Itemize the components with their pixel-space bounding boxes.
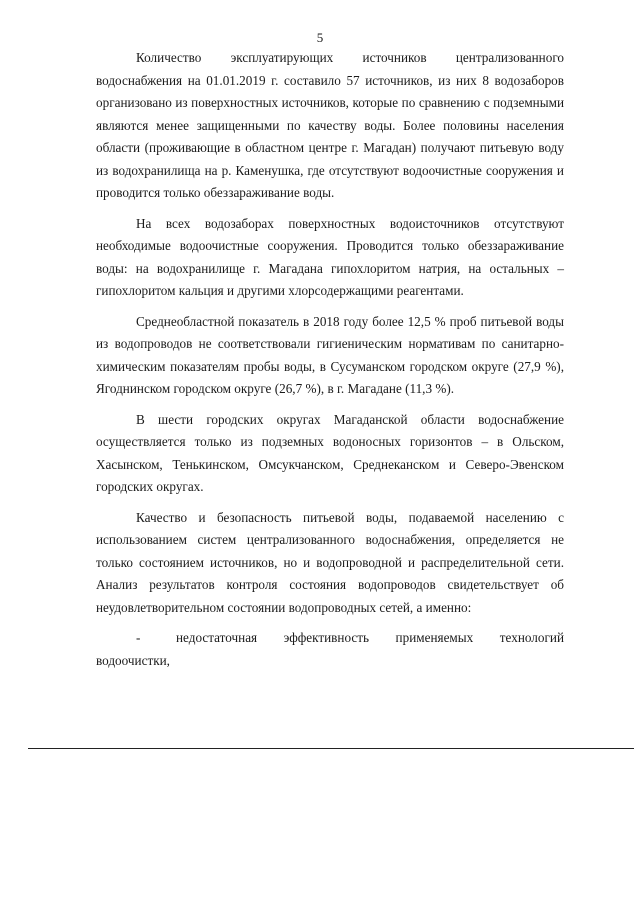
paragraph-regional-indicator: Среднеобластной показатель в 2018 году более 12,5 % проб питьевой воды из водопроводов не соответствовали гигиеническим нормативам по санитарно-химическим показателям пробы воды, в Сусуманском городском округе (27,9 %), Ягоднинском городском округе (26,7 %), в г. Магадане (11,3 %). [96, 313, 564, 396]
list-dash-marker: - [136, 630, 141, 645]
paragraph-water-sources: Количество эксплуатирующих источников централизованного водоснабжения на 01.01.2019 г. составило 57 источников, из них 8 водозаборов организовано из поверхностных источников, которые по сравнению с подземными являются менее защищенными по качеству воды. Более половины населения области (проживающие в областном центре г. Магадан) получают питьевую воду из водохранилища на р. Каменушка, где отсутствуют водоочистные сооружения и проводится только обеззараживание воды. [96, 50, 564, 200]
paragraph-water-quality: Качество и безопасность питьевой воды, подаваемой населению с использованием систем централизованного водоснабжения, определяется не только состоянием источников, но и водопроводной и распределительной сети. Анализ результатов контроля состояния водопроводов свидетельствует об неудовлетворительном состоянии водопроводных сетей, а именно: [96, 509, 564, 615]
list-item-text: недостаточная эффективность применяемых технологий водоочистки, [96, 630, 564, 668]
paragraph-treatment-facilities: На всех водозаборах поверхностных водоисточников отсутствуют необходимые водоочистные сооружения. Проводится только обеззараживание воды: на водохранилище г. Магадана гипохлоритом натрия, на остальных – гипохлоритом кальция и другими хлорсодержащими реагентами. [96, 215, 564, 298]
page-bottom-rule [28, 748, 634, 749]
paragraph-underground-supply: В шести городских округах Магаданской области водоснабжение осуществляется только из подземных водоносных горизонтов – в Ольском, Хасынском, Тенькинском, Омсукчанском, Среднеканском и Северо-Эвенском городских округах. [96, 411, 564, 494]
list-item [96, 627, 564, 672]
page-number: 5 [316, 30, 324, 45]
document-body [96, 47, 564, 672]
